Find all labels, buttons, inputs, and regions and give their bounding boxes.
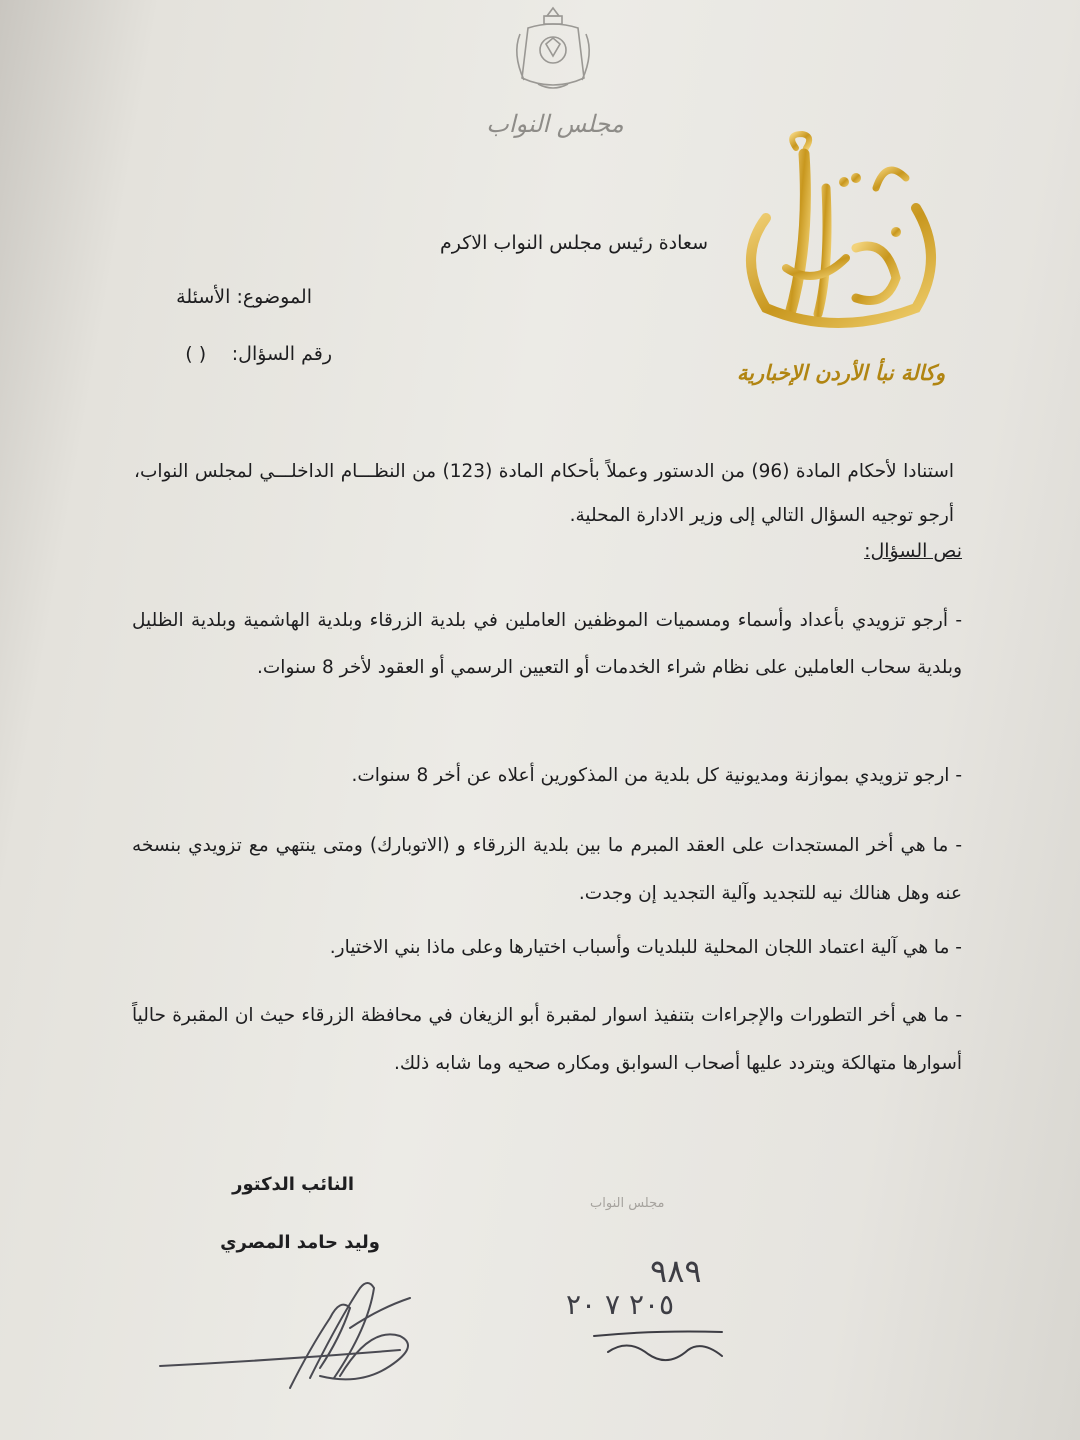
- jordan-coat-of-arms-icon: [508, 4, 598, 96]
- intro-paragraph: استنادا لأحكام المادة (96) من الدستور وعملاً بأحكام المادة (123) من النظـــام الداخلـــي لمجلس النواب، أرجو توجيه السؤال التالي إلى وزير الادارة المحلية.: [134, 461, 954, 526]
- handwritten-registry-number: ٩٨٩: [650, 1252, 702, 1290]
- question-heading: نص السؤال:: [864, 540, 962, 562]
- signatory-title: النائب الدكتور: [232, 1174, 354, 1195]
- handwritten-registry-date: ٢٠٥ ٧ ٢٠: [566, 1288, 675, 1321]
- logo-caption: وكالة نبأ الأردن الإخبارية: [736, 360, 946, 385]
- handwritten-signature-icon: [150, 1268, 470, 1408]
- subject-line: الموضوع: الأسئلة: [176, 286, 312, 308]
- question-number-label: رقم السؤال:: [231, 343, 332, 365]
- question-item: - ما هي آلية اعتماد اللجان المحلية للبلديات وأسباب اختيارها وعلى ماذا بني الاختيار.: [329, 937, 962, 958]
- faint-registry-stamp: مجلس النواب: [590, 1196, 665, 1211]
- handwritten-strike-marks-icon: [588, 1318, 738, 1368]
- addressee-line: سعادة رئيس مجلس النواب الاكرم: [439, 232, 708, 254]
- al-anbat-logo: [726, 128, 956, 398]
- question-number-line: [166, 343, 332, 365]
- al-anbat-logo-icon: [726, 128, 956, 356]
- house-of-representatives-header: مجلس النواب: [486, 110, 624, 138]
- question-number-value: ( ): [185, 343, 207, 365]
- question-item: - ارجو تزويدي بموازنة ومديونية كل بلدية من المذكورين أعلاه عن أخر 8 سنوات.: [351, 765, 962, 786]
- question-item: - أرجو تزويدي بأعداد وأسماء ومسميات الموظفين العاملين في بلدية الزرقاء وبلدية الهاشمية وبلدية الظليل وبلدية سحاب العاملين على نظام شراء الخدمات أو التعيين الرسمي أو العقود لأخر 8 سنوات.: [132, 610, 962, 678]
- signatory-name: وليد حامد المصري: [220, 1232, 380, 1253]
- question-item: - ما هي أخر التطورات والإجراءات بتنفيذ اسوار لمقبرة أبو الزيغان في محافظة الزرقاء حيث ان المقبرة حالياً أسوارها متهالكة ويتردد عليها أصحاب السوابق ومكاره صحيه وما شابه ذلك.: [132, 1005, 962, 1074]
- question-item: - ما هي أخر المستجدات على العقد المبرم ما بين بلدية الزرقاء و (الاتوبارك) ومتى ينتهي مع تزويدي بنسخه عنه وهل هنالك نيه للتجديد وآلية التجديد إن وجدت.: [132, 835, 962, 904]
